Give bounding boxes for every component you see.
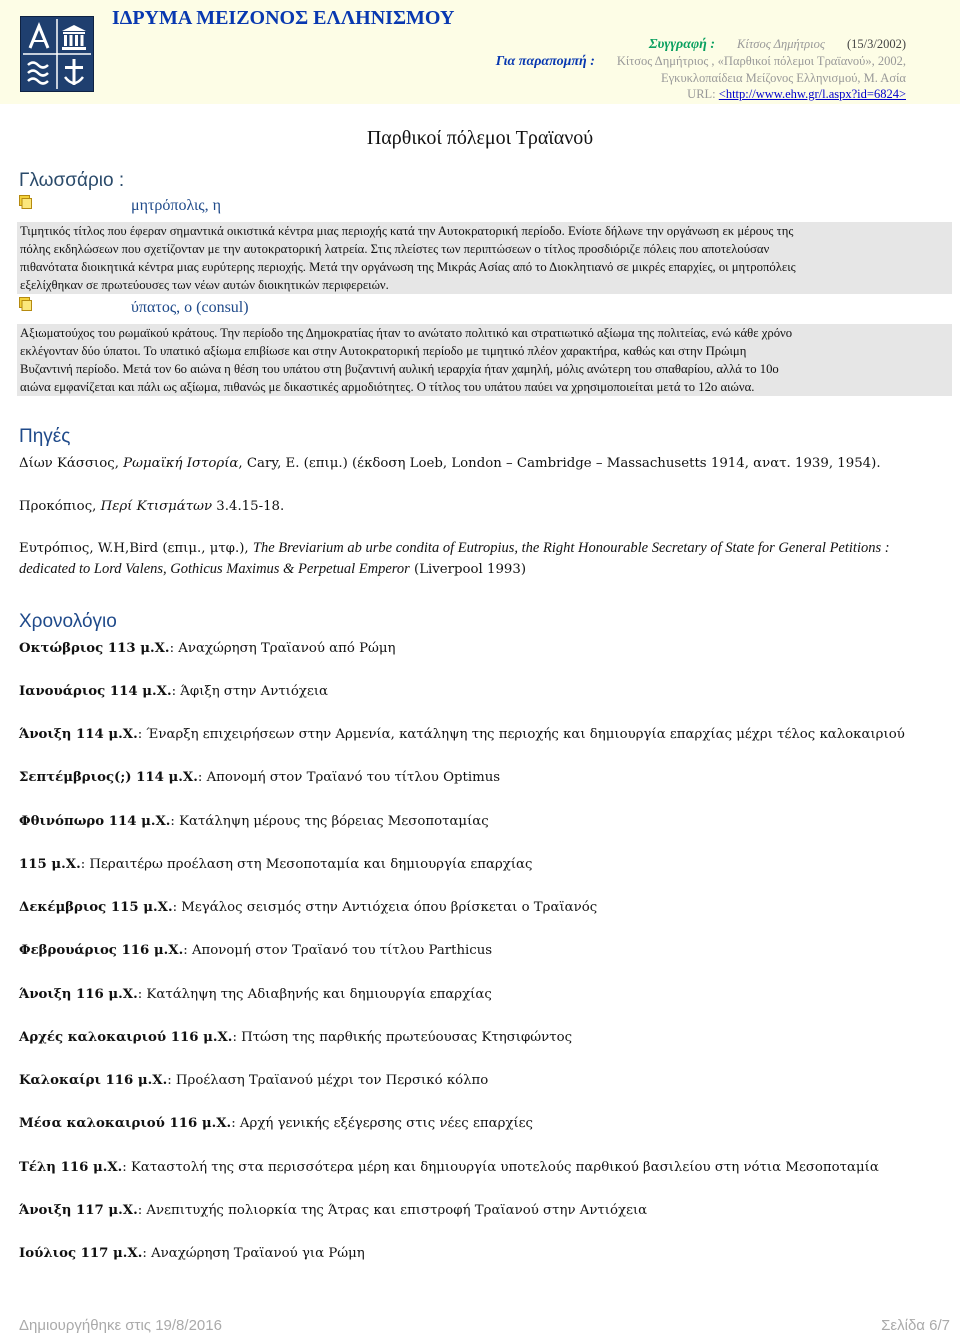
chronology-date: Ιούλιος 117 μ.Χ. xyxy=(19,1246,143,1261)
chronology-date: Τέλη 116 μ.Χ. xyxy=(19,1160,123,1175)
definition-line: πόλης εκδηλώσεων που σχετίζονταν με την αυτοκρατορική λατρεία. Στις πλείστες των περιπτώσεων ο τίτλος προσδιόριζε πόλεις που αποτελούσαν xyxy=(20,242,770,256)
chronology-item xyxy=(19,899,597,917)
chronology-date: Φεβρουάριος 116 μ.Χ. xyxy=(19,943,184,958)
chronology-item xyxy=(19,726,905,744)
logo-emblem-icon xyxy=(21,17,93,91)
article-url-link[interactable]: <http://www.ehw.gr/l.aspx?id=6824> xyxy=(718,87,906,101)
chronology-event: : Κατάληψη μέρους της βόρειας Μεσοποταμίας xyxy=(170,814,489,829)
chronology-event: : Έναρξη επιχειρήσεων στην Αρμενία, κατάληψη της περιοχής και δημιουργία επαρχίας μέχρι τέλος καλοκαιριού xyxy=(137,727,905,742)
source-details: (Liverpool 1993) xyxy=(409,562,527,577)
source-author: Προκόπιος, xyxy=(19,499,101,514)
definition-line: πιθανότατα διοικητικά κέντρα μιας ευρύτερης περιοχής. Μετά την οργάνωση της Μικράς Ασίας από το Διοκλητιανό σε μικρές επαρχίες, οι μητροπόλεις xyxy=(20,260,796,274)
chronology-heading: Χρονολόγιο xyxy=(19,611,117,632)
chronology-date: Οκτώβριος 113 μ.Χ. xyxy=(19,641,170,656)
glossary-term-consul xyxy=(0,297,960,321)
chronology-item xyxy=(19,856,532,874)
foundation-logo xyxy=(20,16,94,92)
chronology-date: Άνοιξη 114 μ.Χ. xyxy=(19,727,138,742)
chronology-event: : Περαιτέρω προέλαση στη Μεσοποταμία και δημιουργία επαρχίας xyxy=(80,857,533,872)
glossary-definition-consul xyxy=(17,324,952,396)
citation-block xyxy=(496,36,906,102)
chronology-item xyxy=(19,1115,533,1133)
chronology-item xyxy=(19,1202,647,1220)
chronology-item xyxy=(19,986,492,1004)
citation-url-line xyxy=(496,86,906,102)
citation-reference-line xyxy=(496,53,906,70)
chronology-event: : Καταστολή της στα περισσότερα μέρη και δημιουργία υποτελούς παρθικού βασιλείου στη νότια Μεσοποταμία xyxy=(122,1160,879,1175)
chronology-item xyxy=(19,1159,879,1177)
chronology-item xyxy=(19,640,396,658)
source-details: , Cary, E. (επιμ.) (έκδοση Loeb, London – Cambridge – Massachusetts 1914, ανατ. 1939, 1954). xyxy=(238,456,881,471)
reference-text-line2: Εγκυκλοπαίδεια Μείζονος Ελληνισμού, Μ. Ασία xyxy=(660,71,906,85)
reference-label: Για παραπομπή : xyxy=(495,54,595,69)
reference-text-line1: Κίτσος Δημήτριος , «Παρθικοί πόλεμοι Τραϊανού», 2002, xyxy=(616,54,906,68)
chronology-date: Μέσα καλοκαιριού 116 μ.Χ. xyxy=(19,1116,232,1131)
source-author: Δίων Κάσσιος, xyxy=(19,456,124,471)
chronology-item xyxy=(19,942,492,960)
chronology-event: : Ανεπιτυχής πολιορκία της Άτρας και επιστροφή Τραϊανού στην Αντιόχεια xyxy=(137,1203,648,1218)
chronology-item xyxy=(19,1245,365,1263)
chronology-date: Άνοιξη 117 μ.Χ. xyxy=(19,1203,138,1218)
chronology-event: : Αρχή γενικής εξέγερσης στις νέες επαρχίες xyxy=(231,1116,534,1131)
chronology-item xyxy=(19,1072,488,1090)
source-title: Ρωμαϊκή Ιστορία xyxy=(123,456,239,471)
chronology-date: Άνοιξη 116 μ.Χ. xyxy=(19,987,138,1002)
definition-line: Αξιωματούχος του ρωμαϊκού κράτους. Την περίοδο της Δημοκρατίας ήταν το ανώτατο πολιτικό και στρατιωτικό αξίωμα της πολιτείας, ενώ κάθε χρόνο xyxy=(20,326,793,340)
author-name: Κίτσος Δημήτριος xyxy=(737,37,825,51)
chronology-item xyxy=(19,1029,572,1047)
footer-page-number: Σελίδα 6/7 xyxy=(881,1317,950,1334)
chronology-item xyxy=(19,683,328,701)
glossary-term-label: ύπατος, ο (consul) xyxy=(131,299,249,316)
url-prefix: URL: xyxy=(687,87,719,101)
chronology-event: : Άφιξη στην Αντιόχεια xyxy=(171,684,329,699)
source-details: 3.4.15-18. xyxy=(212,499,285,514)
chronology-date: Ιανουάριος 114 μ.Χ. xyxy=(19,684,172,699)
chronology-event: : Αναχώρηση Τραϊανού για Ρώμη xyxy=(142,1246,365,1261)
source-author: Ευτρόπιος, W.H,Bird (επιμ., μτφ.), xyxy=(19,541,253,556)
note-icon xyxy=(19,297,32,311)
footer-created-date: Δημιουργήθηκε στις 19/8/2016 xyxy=(19,1317,222,1334)
foundation-name: ΙΔΡΥΜΑ ΜΕΙΖΟΝΟΣ ΕΛΛΗΝΙΣΜΟΥ xyxy=(112,7,455,29)
chronology-date: Σεπτέμβριος(;) 114 μ.Χ. xyxy=(19,770,198,785)
glossary-term-label: μητρόπολις, η xyxy=(131,197,222,214)
authorship-date: (15/3/2002) xyxy=(846,37,906,51)
glossary-term-metropolis xyxy=(0,195,960,219)
source-title-continued: dedicated to Lord Valens, Gothicus Maximus & Perpetual Emperor xyxy=(19,561,410,577)
chronology-item xyxy=(19,813,489,831)
definition-line: εξελίχθηκαν σε πρωτεύουσες των νέων αυτών διοικητικών περιφερειών. xyxy=(20,278,389,292)
chronology-event: : Κατάληψη της Αδιαβηνής και δημιουργία επαρχίας xyxy=(137,987,492,1002)
citation-authorship-line xyxy=(496,36,906,53)
chronology-item xyxy=(19,769,500,787)
sources-heading: Πηγές xyxy=(19,426,71,447)
chronology-event: : Μεγάλος σεισμός στην Αντιόχεια όπου βρίσκεται ο Τραϊανός xyxy=(172,900,598,915)
chronology-date: Καλοκαίρι 116 μ.Χ. xyxy=(19,1073,168,1088)
definition-line: εκλέγονταν δύο ύπατοι. Το υπατικό αξίωμα επιβίωσε και στην Αυτοκρατορική περίοδο με τιμητικό πλέον χαρακτήρα, καθώς και στην Πρώιμη xyxy=(20,344,747,358)
source-title: The Breviarium ab urbe condita of Eutropius, the Right Honourable Secretary of State for General Petitions : xyxy=(252,540,890,556)
chronology-event: : Απονομή στον Τραϊανό του τίτλου Optimus xyxy=(197,770,501,785)
article-title: Παρθικοί πόλεμοι Τραϊανού xyxy=(366,127,594,149)
chronology-date: 115 μ.Χ. xyxy=(19,857,81,872)
chronology-date: Δεκέμβριος 115 μ.Χ. xyxy=(19,900,173,915)
chronology-date: Φθινόπωρο 114 μ.Χ. xyxy=(19,814,171,829)
definition-line: Τιμητικός τίτλος που έφεραν σημαντικά οικιστικά κέντρα μιας περιοχής κατά την Αυτοκρατορική περίοδο. Ενίοτε δήλωνε την οργάνωση εκ μέρους της xyxy=(20,224,794,238)
source-item xyxy=(19,496,944,517)
chronology-event: : Απονομή στον Τραϊανό του τίτλου Parthicus xyxy=(183,943,493,958)
note-icon xyxy=(19,195,32,209)
source-item xyxy=(19,538,944,580)
source-item xyxy=(19,453,944,474)
definition-line: Βυζαντινή περίοδο. Μετά τον 6ο αιώνα η θέση του υπάτου στη βυζαντινή αυλική ιεραρχία ήταν χαμηλή, μόλις ανώτερη του σπαθαρίου, αλλά το 10ο xyxy=(20,362,779,376)
chronology-date: Αρχές καλοκαιριού 116 μ.Χ. xyxy=(19,1030,233,1045)
glossary-heading: Γλωσσάριο : xyxy=(19,170,125,191)
chronology-event: : Προέλαση Τραϊανού μέχρι τον Περσικό κόλπο xyxy=(167,1073,489,1088)
glossary-definition-metropolis xyxy=(17,222,952,294)
authorship-label: Συγγραφή : xyxy=(648,37,716,52)
chronology-event: : Αναχώρηση Τραϊανού από Ρώμη xyxy=(169,641,396,656)
source-title: Περί Κτισμάτων xyxy=(100,499,213,514)
definition-line: αιώνα εμφανίζεται και πάλι ως αξίωμα, πιθανώς με δικαστικές αρμοδιότητες. Ο τίτλος του υπάτου παύει να χρησιμοποιείται μετά το 12ο αιώνα. xyxy=(20,380,755,394)
header-banner xyxy=(0,0,960,104)
chronology-event: : Πτώση της παρθικής πρωτεύουσας Κτησιφώντος xyxy=(232,1030,573,1045)
